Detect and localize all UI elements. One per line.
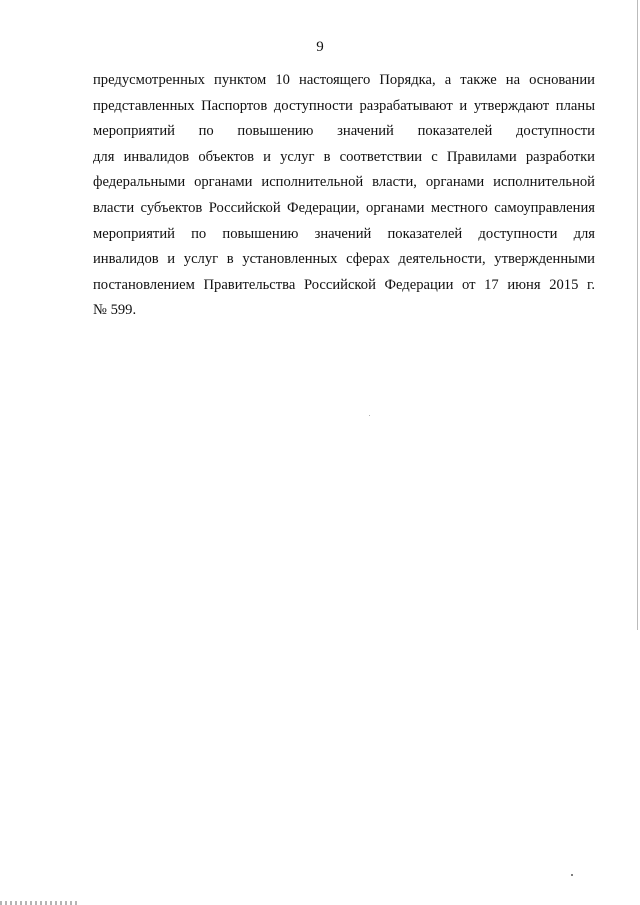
- page-number: 9: [316, 39, 324, 55]
- scan-bottom-noise: [0, 901, 80, 905]
- scan-speck: [369, 415, 370, 416]
- body-paragraph: [93, 68, 595, 324]
- paragraph-line: постановлением Правительства Российской Федерации от 17 июня 2015 г.: [93, 276, 595, 293]
- scan-edge-mark: [637, 0, 638, 630]
- paragraph-line: предусмотренных пунктом 10 настоящего Порядка, а также на основании: [93, 72, 595, 88]
- paragraph-line: представленных Паспортов доступности разрабатывают и утверждают планы: [93, 97, 595, 114]
- paragraph-line: для инвалидов объектов и услуг в соответствии с Правилами разработки: [93, 148, 595, 165]
- paragraph-line: мероприятий по повышению значений показателей доступности для: [93, 225, 595, 242]
- scan-speck: [571, 874, 573, 876]
- paragraph-line: мероприятий по повышению значений показателей доступности: [93, 123, 595, 140]
- paragraph-line: федеральными органами исполнительной власти, органами исполнительной: [93, 174, 595, 191]
- paragraph-line-last: № 599.: [93, 302, 137, 319]
- paragraph-line: инвалидов и услуг в установленных сферах деятельности, утвержденными: [93, 251, 595, 268]
- paragraph-line: власти субъектов Российской Федерации, органами местного самоуправления: [93, 199, 595, 216]
